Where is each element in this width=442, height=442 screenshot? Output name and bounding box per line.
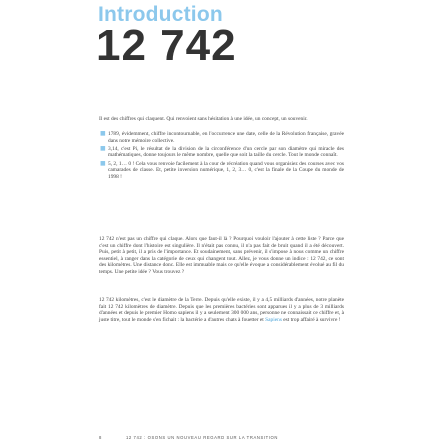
highlighted-term: Sapiens bbox=[265, 316, 282, 323]
section-label: Introduction bbox=[98, 3, 223, 26]
list-item bbox=[99, 146, 344, 159]
examples-list bbox=[99, 131, 344, 182]
list-item-text: 1789, évidemment, chiffre incontournable, en l'occurrence une date, celle de la Révolution française, gravée dans notre mémoire collective. bbox=[108, 131, 344, 144]
intro-paragraph: Il est des chiffres qui claquent. Qui renvoient sans hésitation à une idée, un concept, un souvenir. bbox=[99, 116, 308, 122]
body-paragraph-2: 12 742 n'est pas un chiffre qui claque. Alors que faut-il là ? Pourquoi vouloir l'ajouter à cette liste ? Parce que c'est un chiffre dont l'histoire est singulière. Il n'était pas connu, il n'a pas fait de bruit quand il a été découvert. Puis, petit à petit, il a pris de l'importance. Et soudainement, sans prévenir, il s'impose à nous comme un chiffre essentiel, à ranger dans la catégorie de ceux qui changent tout. Allez, je vous donne un indice : 12 742, ce sont des kilomètres. Une distance donc. Elle est immuable mais ce qu'elle évoque a considérablement évolué au fil du temps. Une petite idée ? Vous trouvez ? bbox=[99, 236, 344, 275]
list-item-text: 3,14, c'est Pi, le résultat de la division de la circonférence d'un cercle par son diamètre qui miracle des mathématiques, donne toujours le même nombre, quelle que soit la taille du cercle. Tout le monde connaît. bbox=[108, 145, 344, 159]
list-item bbox=[99, 131, 344, 144]
running-title: 12 742 : OSONS UN NOUVEAU REGARD SUR LA TRANSITION bbox=[125, 435, 279, 440]
paragraph-text: est trop affairé à survivre ! bbox=[281, 316, 341, 323]
page-number: 8 bbox=[99, 435, 102, 440]
list-item-text: 5, 2, 1… 0 ! Cela vous renvoie facilement à la cour de récréation quand vous organisiez des courses avec vos camarades de classe. Et, petite inversion numérique, 1, 2, 3… 0, c'est la finale de la Coupe du monde de 1998 ! bbox=[108, 160, 344, 180]
paragraph-text: 12 742 kilomètres, c'est le diamètre de la Terre. Depuis qu'elle existe, il y a 4,5 milliards d'années, notre planète fait 12 742 kilomètres de diamètre. Depuis que les premières bactéries sont apparues il y a plus de 3 milliards d'années et depuis le premier Homo sapiens il y a seulement 300 000 ans, personne ne connaissait ce chiffre et, à juste titre, tout le monde s'en fichait : la bactérie a d'autres chats à fouetter et bbox=[99, 297, 344, 323]
bullet-icon: ■ bbox=[100, 144, 106, 152]
body-paragraph-3 bbox=[99, 297, 344, 323]
bullet-icon: ■ bbox=[100, 159, 106, 167]
chapter-number-title: 12 742 bbox=[96, 21, 237, 70]
bullet-icon: ■ bbox=[100, 130, 106, 137]
page-footer bbox=[99, 435, 344, 440]
list-item bbox=[99, 161, 344, 181]
